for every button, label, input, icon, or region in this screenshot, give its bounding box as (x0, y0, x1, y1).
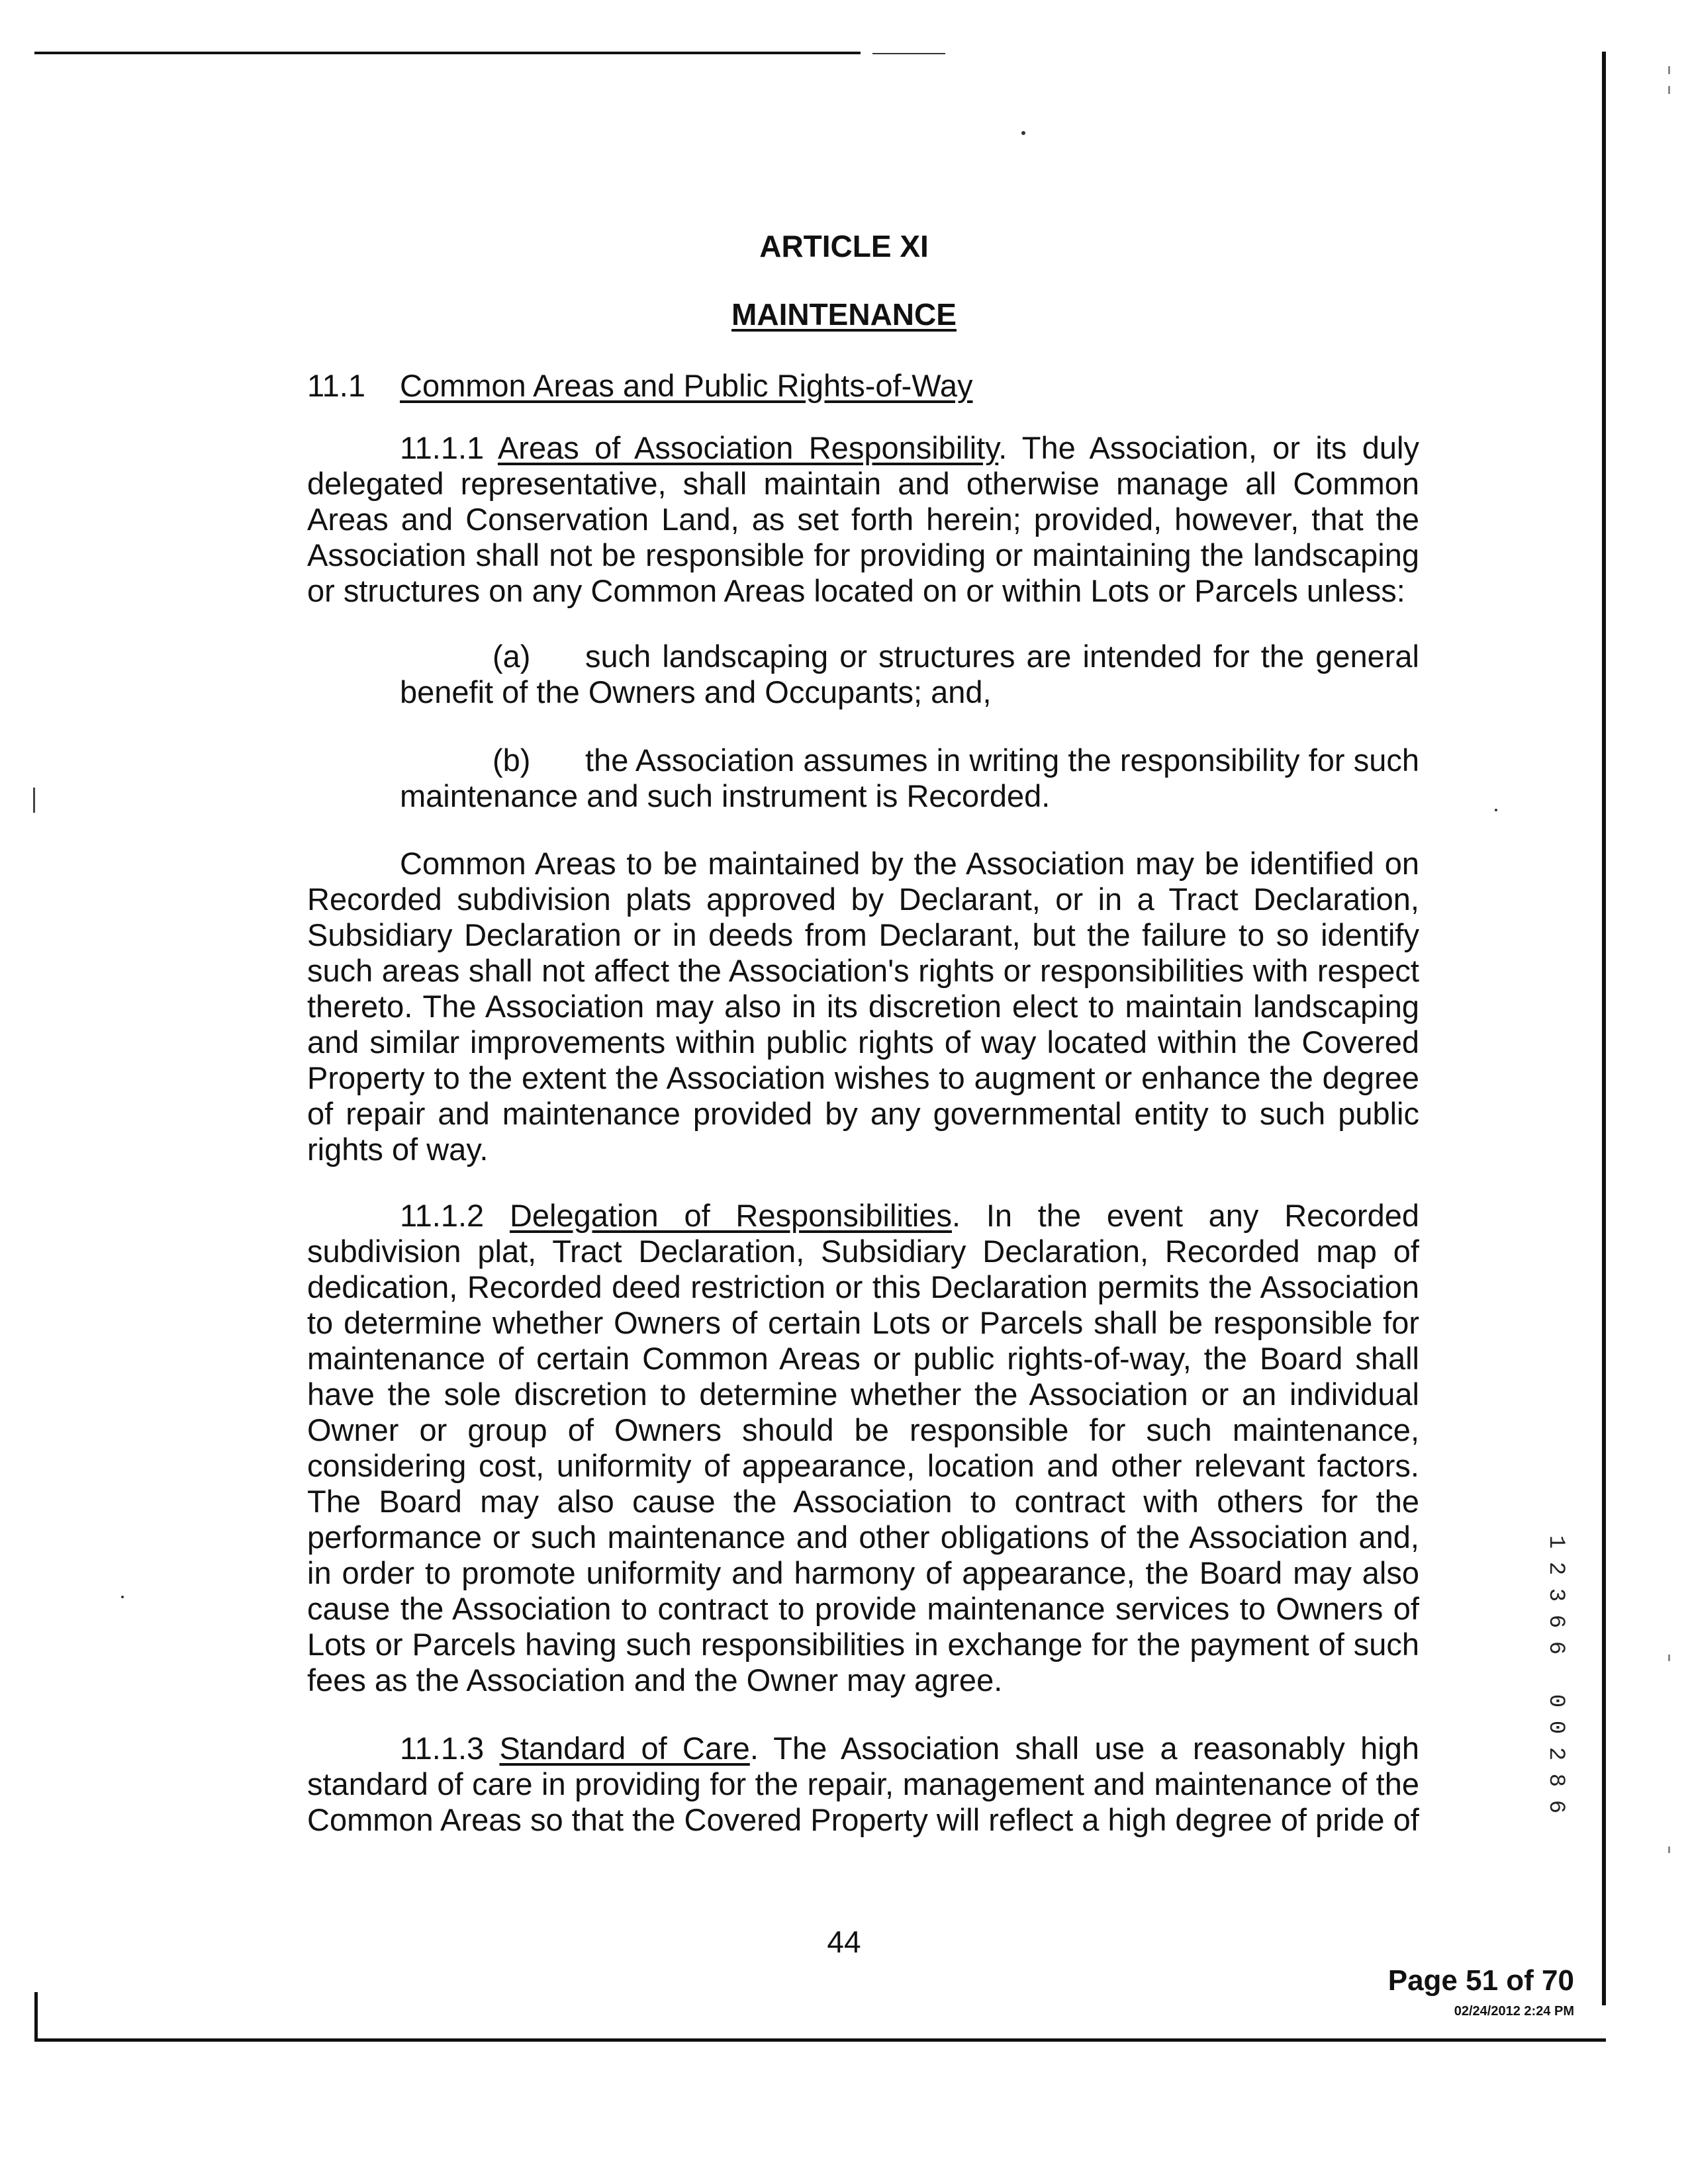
edge-tick (1668, 1846, 1670, 1853)
scan-speck (1021, 131, 1025, 135)
paragraph-common-areas (307, 846, 1419, 1167)
article-title-text: MAINTENANCE (731, 297, 957, 332)
side-digit: 6 (1543, 1614, 1568, 1629)
paragraph-11-1-1 (307, 430, 1419, 609)
side-digit: 0 (1543, 1720, 1568, 1735)
clause-number: 11.1.2 (400, 1198, 510, 1233)
clause-title: Areas of Association Responsibility (497, 430, 999, 465)
bottom-left-corner-mark (34, 1992, 38, 2042)
article-title (0, 296, 1688, 332)
side-digit: 6 (1543, 1641, 1568, 1655)
edge-tick (1668, 66, 1670, 74)
section-title: Common Areas and Public Rights-of-Way (400, 368, 973, 403)
top-border-line (34, 52, 861, 54)
left-edge-mark (33, 788, 35, 813)
clause-text: . The Association, or its duly delegated representative, shall maintain and otherwise manage all Common Areas and Conservation Land, as set forth herein; provided, however, that the Association shall not be responsible for providing or maintaining the landscaping or structures on any Common Areas located on or within Lots or Parcels unless: (307, 430, 1419, 608)
side-digit: 2 (1543, 1561, 1568, 1576)
bottom-border-line (34, 2038, 1606, 2042)
scan-speck (121, 1596, 124, 1598)
section-number: 11.1 (307, 368, 365, 403)
section-heading (307, 367, 972, 404)
edge-tick (1668, 86, 1670, 94)
subparagraph-b (400, 743, 1419, 814)
subparagraph-a (400, 639, 1419, 710)
side-digit: 1 (1543, 1535, 1568, 1549)
paragraph-text: Common Areas to be maintained by the Association may be identified on Recorded subdivision plats approved by Declarant, or in a Tract Declaration, Subsidiary Declaration or in deeds from Declarant, but the failure to so identify such areas shall not affect the Association's rights or responsibilities with respect thereto. The Association may also in its discretion elect to maintain landscaping and similar improvements within public rights of way located within the Covered Property to the extent the Association wishes to augment or enhance the degree of repair and maintenance provided by any governmental entity to such public rights of way. (307, 846, 1419, 1167)
subparagraph-label: (b) (492, 743, 531, 778)
side-digit: 0 (1543, 1694, 1568, 1708)
clause-text: . In the event any Recorded subdivision plat, Tract Declaration, Subsidiary Declaration, Recorded map of dedication, Recorded deed restriction or this Declaration permits the Association to determine whether Owners of certain Lots or Parcels shall be responsible for maintenance of certain Common Areas or public rights-of-way, the Board shall have the sole discretion to determine whether the Association or an individual Owner or group of Owners should be responsible for such maintenance, considering cost, uniformity of appearance, location and other relevant factors. The Board may also cause the Association to contract with others for the performance or such maintenance and other obligations of the Association and, in order to promote uniformity and harmony of appearance, the Board may also cause the Association to contract to provide maintenance services to Owners of Lots or Parcels having such responsibilities in exchange for the payment of such fees as the Association and the Owner may agree. (307, 1198, 1419, 1698)
side-digit (1542, 1661, 1569, 1688)
page-number: 44 (827, 1925, 861, 1959)
paragraph-11-1-3 (307, 1731, 1419, 1838)
clause-text: . The Association shall use a reasonably high standard of care in providing for the repair, management and maintenance of the Common Areas so that the Covered Property will reflect a high degree of pride of (307, 1731, 1419, 1837)
subparagraph-text: such landscaping or structures are intended for the general benefit of the Owners and Occupants; and, (400, 639, 1419, 709)
subparagraph-text: the Association assumes in writing the responsibility for such maintenance and such instrument is Recorded. (400, 743, 1419, 813)
clause-number: 11.1.1 (400, 430, 498, 465)
top-border-fragment (872, 53, 945, 54)
clause-title: Delegation of Responsibilities (509, 1198, 952, 1233)
clause-title: Standard of Care (499, 1731, 750, 1766)
side-digit: 3 (1543, 1588, 1568, 1602)
article-heading: ARTICLE XI (759, 229, 929, 263)
clause-number: 11.1.3 (400, 1731, 500, 1766)
side-recording-number (1542, 1529, 1569, 1820)
right-border-line (1602, 52, 1606, 2005)
side-digit: 6 (1543, 1799, 1568, 1814)
recording-page-stamp: Page 51 of 70 (1387, 1964, 1574, 1997)
recording-date-stamp: 02/24/2012 2:24 PM (1454, 2004, 1574, 2019)
side-digit: 8 (1543, 1773, 1568, 1788)
side-digit: 2 (1543, 1747, 1568, 1761)
edge-tick (1668, 1655, 1670, 1661)
subparagraph-label: (a) (492, 639, 531, 674)
paragraph-11-1-2 (307, 1198, 1419, 1698)
scan-speck (1495, 809, 1497, 811)
